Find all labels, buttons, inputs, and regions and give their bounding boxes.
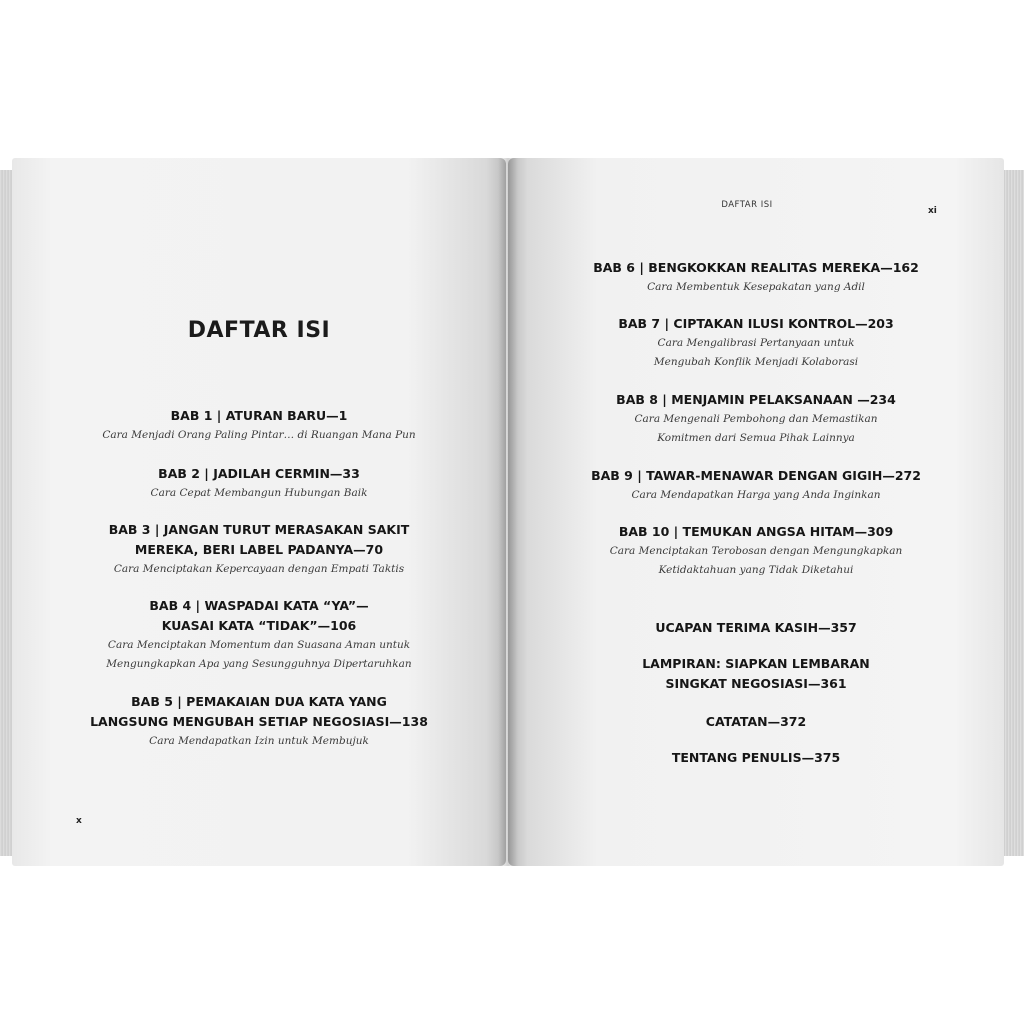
toc-entry-title: BAB 7 | CIPTAKAN ILUSI KONTROL—203 [618,316,894,331]
toc-entry-title: BAB 6 | BENGKOKKAN REALITAS MEREKA—162 [593,260,919,275]
book-gutter [498,158,518,866]
toc-entry-subtitle: Cara Mendapatkan Izin untuk Membujuk [149,735,369,747]
toc-entry-title: BAB 1 | ATURAN BARU—1 [170,408,348,423]
toc-entry-title-line-2: KUASAI KATA “TIDAK”—106 [161,618,357,633]
toc-entry-title-line-2: LANGSUNG MENGUBAH SETIAP NEGOSIASI—138 [90,714,428,729]
left-page [12,158,506,866]
toc-entry-bab-9[interactable] [548,466,964,505]
toc-entry-about-author[interactable]: TENTANG PENULIS—375 [671,750,841,765]
toc-entry-bab-6[interactable] [548,258,964,297]
open-book [0,158,1024,870]
toc-entry-bab-8[interactable] [548,390,964,448]
toc-entry-bab-2[interactable] [52,464,466,503]
toc-entry-notes[interactable]: CATATAN—372 [705,714,807,729]
page-title: DAFTAR ISI [187,318,331,343]
toc-entry-subtitle-line-2: Komitmen dari Semua Pihak Lainnya [657,432,855,444]
running-head: DAFTAR ISI [721,200,773,210]
toc-entry-title: BAB 9 | TAWAR-MENAWAR DENGAN GIGIH—272 [591,468,921,483]
toc-entry-title-line-1: BAB 5 | PEMAKAIAN DUA KATA YANG [131,694,387,709]
toc-entry-subtitle: Cara Menjadi Orang Paling Pintar… di Ruangan Mana Pun [102,429,416,441]
toc-entry-bab-3[interactable] [52,520,466,579]
toc-entry-subtitle-line-2: Ketidaktahuan yang Tidak Diketahui [658,564,854,576]
right-page [508,158,1004,866]
toc-entry-subtitle-line-1: Cara Menciptakan Terobosan dengan Mengungkapkan [609,545,903,557]
toc-entry-subtitle: Cara Cepat Membangun Hubungan Baik [150,487,368,499]
toc-entry-title-line-2: SINGKAT NEGOSIASI—361 [665,676,847,691]
toc-entry-subtitle: Cara Mendapatkan Harga yang Anda Inginkan [631,489,881,501]
toc-entry-subtitle-line-1: Cara Mengalibrasi Pertanyaan untuk [657,337,855,349]
page-number: xi [928,206,937,216]
toc-entry-subtitle-line-1: Cara Mengenali Pembohong dan Memastikan [634,413,878,425]
toc-entry-title: BAB 8 | MENJAMIN PELAKSANAAN —234 [616,392,896,407]
toc-entry-appendix[interactable] [548,654,964,694]
toc-entry-title: BAB 10 | TEMUKAN ANGSA HITAM—309 [618,524,894,539]
toc-entry-title-line-1: LAMPIRAN: SIAPKAN LEMBARAN [642,656,870,671]
toc-entry-subtitle-line-2: Mengungkapkan Apa yang Sesungguhnya Dipertaruhkan [106,658,412,670]
toc-entry-title-line-1: BAB 3 | JANGAN TURUT MERASAKAN SAKIT [108,522,410,537]
toc-entry-subtitle: Cara Menciptakan Kepercayaan dengan Empati Taktis [113,563,405,575]
toc-entry-title-line-1: BAB 4 | WASPADAI KATA “YA”— [149,598,369,613]
toc-entry-subtitle: Cara Membentuk Kesepakatan yang Adil [647,281,865,293]
toc-entry-acknowledgements[interactable]: UCAPAN TERIMA KASIH—357 [655,620,857,635]
toc-entry-bab-10[interactable] [548,522,964,580]
toc-entry-subtitle-line-2: Mengubah Konflik Menjadi Kolaborasi [653,356,859,368]
page-number: x [76,816,82,826]
toc-entry-bab-1[interactable] [52,406,466,445]
toc-entry-bab-7[interactable] [548,314,964,372]
right-page-edges [1002,170,1024,856]
toc-entry-subtitle-line-1: Cara Menciptakan Momentum dan Suasana Aman untuk [107,639,411,651]
toc-entry-title-line-2: MEREKA, BERI LABEL PADANYA—70 [134,542,384,557]
toc-entry-bab-5[interactable] [52,692,466,751]
toc-entry-title: BAB 2 | JADILAH CERMIN—33 [158,466,360,481]
toc-entry-bab-4[interactable] [52,596,466,674]
